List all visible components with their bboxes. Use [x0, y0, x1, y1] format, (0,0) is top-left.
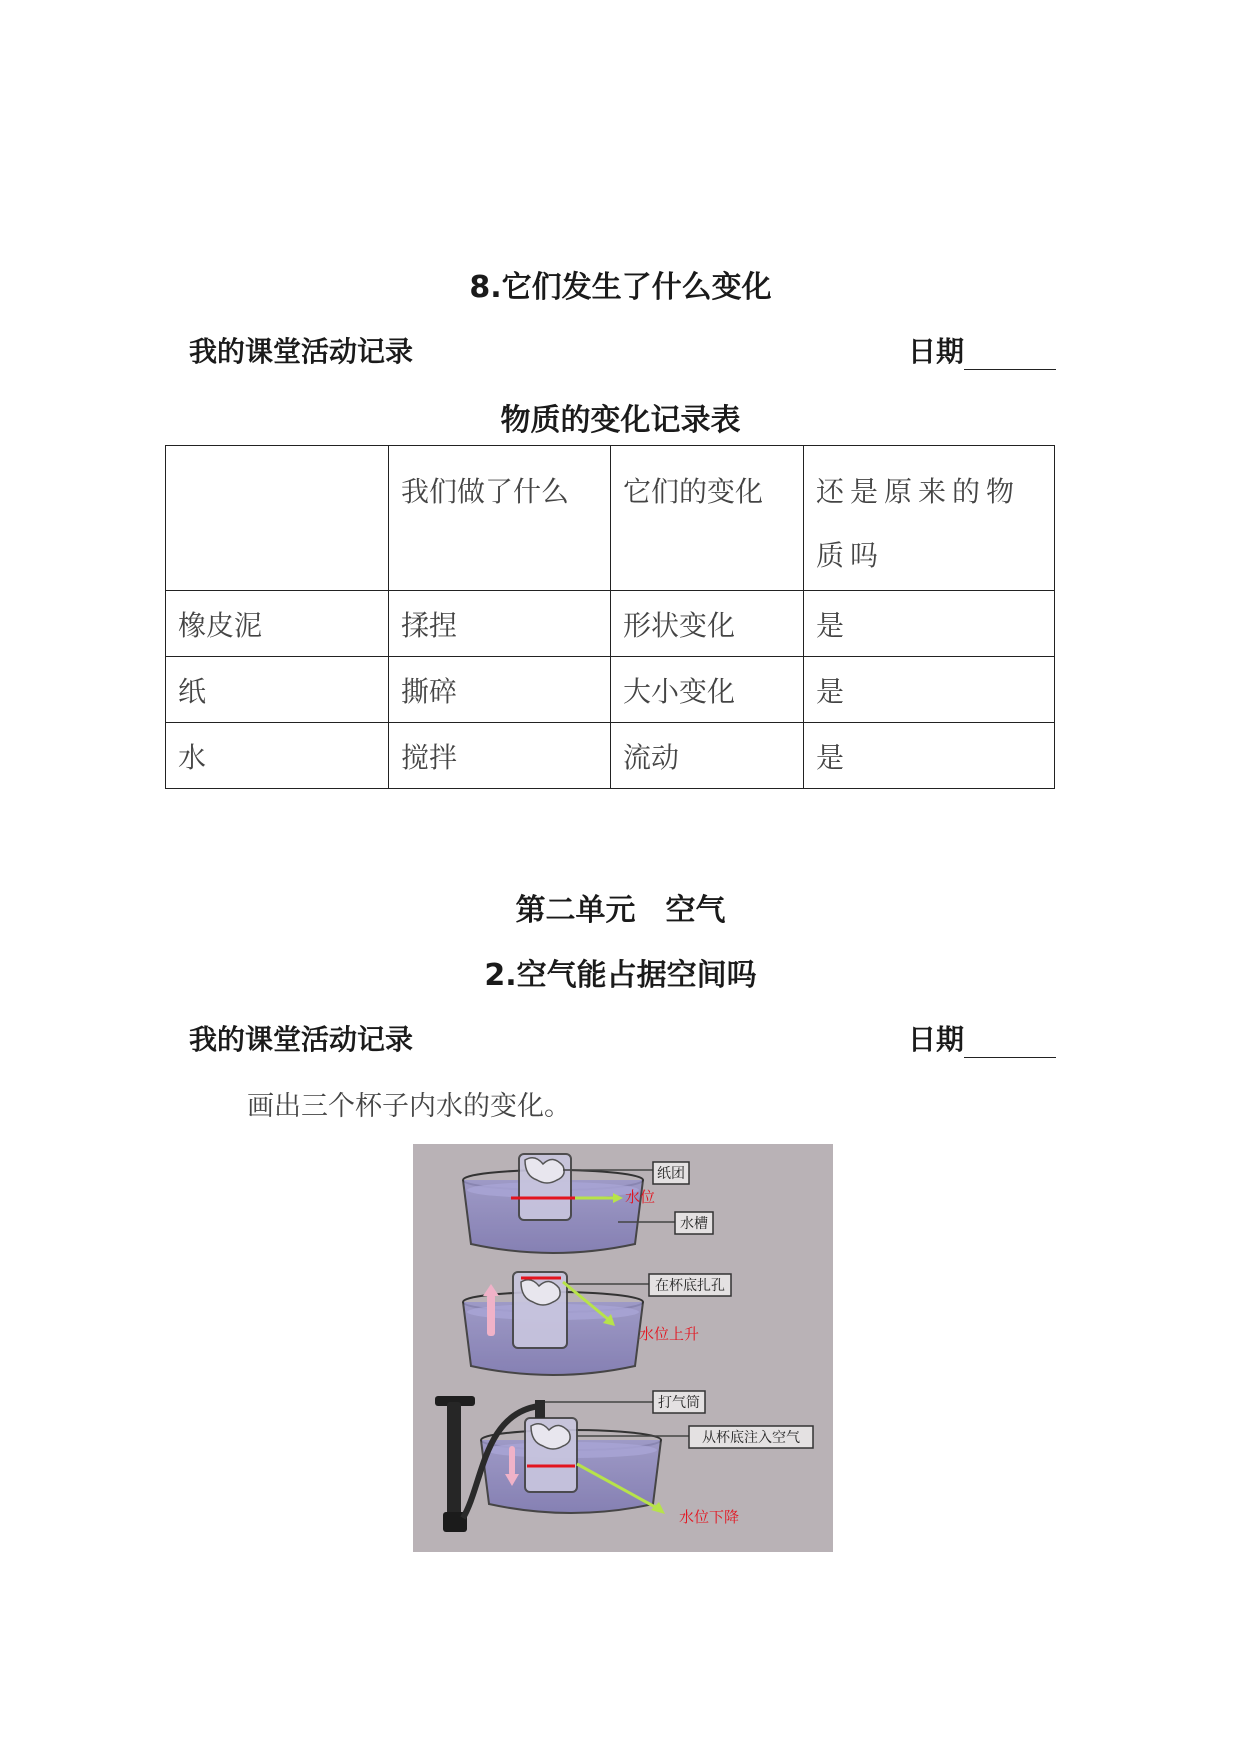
- record-label: 我的课堂活动记录: [189, 1023, 414, 1056]
- table-cell: 揉捏: [389, 591, 611, 657]
- date-field: [908, 330, 1056, 370]
- table-cell: 搅拌: [389, 723, 611, 789]
- table-cell: 大小变化: [611, 657, 804, 723]
- table-row: [166, 591, 1055, 657]
- date-blank-line: [964, 1027, 1056, 1058]
- table-row: [166, 657, 1055, 723]
- table-cell: 形状变化: [611, 591, 804, 657]
- date-blank-line: [964, 339, 1056, 370]
- label-water-tank: 水槽: [680, 1216, 708, 1232]
- table-cell: 是: [804, 723, 1055, 789]
- table-cell: 撕碎: [389, 657, 611, 723]
- label-level-up: 水位上升: [639, 1325, 700, 1343]
- date-label: 日期: [908, 1023, 965, 1056]
- table-cell: 水: [166, 723, 389, 789]
- unit-title: 第二单元 空气: [515, 893, 726, 928]
- table-header-cell: [166, 446, 389, 591]
- change-record-table: [165, 445, 1055, 789]
- label-level-down: 水位下降: [679, 1508, 740, 1526]
- table-row: [166, 723, 1055, 789]
- table-cell: 是: [804, 657, 1055, 723]
- label-inject-air: 从杯底注入空气: [702, 1430, 800, 1446]
- instruction-text: 画出三个杯子内水的变化。: [247, 1091, 571, 1122]
- table-header-row: [166, 446, 1055, 591]
- tank-1: [463, 1154, 643, 1253]
- date-label: 日期: [908, 335, 965, 368]
- lesson-title: 8.它们发生了什么变化: [469, 270, 772, 305]
- lesson-title: 2.空气能占据空间吗: [484, 958, 757, 993]
- record-label: 我的课堂活动记录: [189, 335, 414, 368]
- table-title: 物质的变化记录表: [500, 403, 741, 438]
- table-header-cell: 还是原来的物质吗: [804, 446, 1055, 591]
- cup-experiment-figure: [413, 1144, 833, 1552]
- table-header-cell: 它们的变化: [611, 446, 804, 591]
- table-cell: 流动: [611, 723, 804, 789]
- table-cell: 橡皮泥: [166, 591, 389, 657]
- label-pump: 打气筒: [658, 1395, 700, 1411]
- date-field: [908, 1018, 1056, 1058]
- tank-3: [435, 1396, 661, 1532]
- table-cell: 纸: [166, 657, 389, 723]
- table-cell: 是: [804, 591, 1055, 657]
- label-paper-ball: 纸团: [657, 1166, 685, 1182]
- table-header-cell: 我们做了什么: [389, 446, 611, 591]
- label-water-level: 水位: [625, 1188, 656, 1206]
- label-hole: 在杯底扎孔: [655, 1278, 725, 1294]
- tank-2: [463, 1272, 643, 1375]
